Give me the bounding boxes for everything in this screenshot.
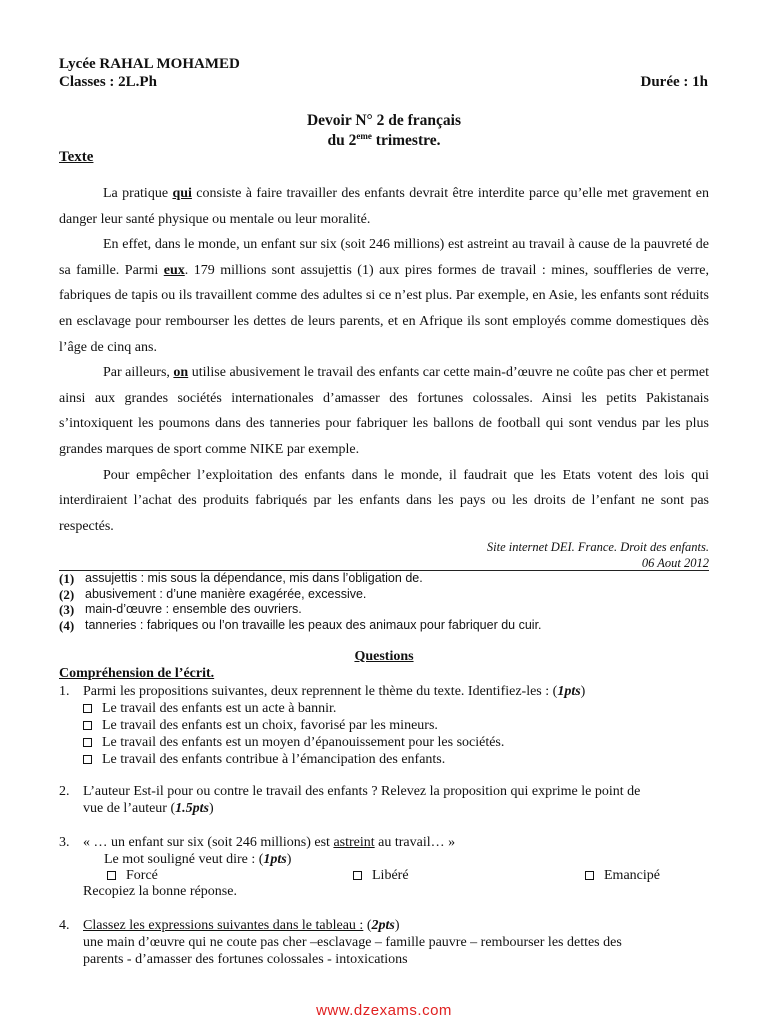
checkbox-option[interactable]: Le travail des enfants est un acte à bannir. <box>83 700 504 717</box>
duration-label: Durée : 1h <box>640 74 708 90</box>
source-citation: Site internet DEI. France. Droit des enfants. 06 Aout 2012 <box>486 540 709 570</box>
paragraph: En effet, dans le monde, un enfant sur six (soit 246 millions) est astreint au travail à cause de la pauvreté de sa famille. Parmi eux. 179 millions sont assujettis (1) aux pires formes de travail : mines, souffleries de verre, fabriques de tapis ou ils travaillent comme des adultes si ce n’est plus. Par exemple, en Asie, les enfants sont réduits en esclavage pour rembourser les dettes de leurs parents, et en Afrique ils sont employés comme domestiques dès l’âge de cinq ans. <box>59 237 709 355</box>
checkbox-option[interactable]: Le travail des enfants est un choix, favorisé par les mineurs. <box>83 717 504 734</box>
question-3-sub: Le mot souligné veut dire : (1pts) <box>104 852 292 867</box>
highlighted-word: on <box>173 365 189 381</box>
underlined-word: astreint <box>333 835 375 850</box>
checkbox-icon[interactable] <box>83 755 92 764</box>
checkbox-icon[interactable] <box>83 738 92 747</box>
footnote: (3) main-d’œuvre : ensemble des ouvriers. <box>59 602 302 617</box>
choice-option[interactable]: Forcé <box>107 867 158 884</box>
highlighted-word: qui <box>172 186 192 201</box>
footnote: (4) tanneries : fabriques ou l’on travaille les peaux des animaux pour fabriquer du cuir. <box>59 617 542 633</box>
checkbox-option[interactable]: Le travail des enfants est un moyen d’épanouissement pour les sociétés. <box>83 734 504 751</box>
comprehension-heading: Compréhension de l’écrit. <box>59 666 215 681</box>
paragraph: Pour empêcher l’exploitation des enfants dans le monde, il faudrait que les Etats votent des lois qui interdiraient l’achat des produits fabriqués par les enfants dans les pays ou les droits de l’enfant ne sont pas respectés. <box>59 467 709 534</box>
footnote: (1) assujettis : mis sous la dépendance, mis dans l’obligation de. <box>59 571 423 586</box>
highlighted-word: eux <box>163 262 185 278</box>
question-4: 4. Classez les expressions suivantes dans le tableau : (2pts) <box>59 918 400 933</box>
checkbox-option[interactable]: Le travail des enfants contribue à l’émancipation des enfants. <box>83 751 504 768</box>
paragraph: Par ailleurs, on utilise abusivement le travail des enfants car cette main-d’œuvre ne coûte pas cher et permet ainsi aux grandes sociétés internationales d’amasser des fortunes colossales. Ainsi les petits Pakistanais s’intoxiquent les poumons dans des tanneries pour fabriquer les ballons de football qui sont vendus par les plus grandes marques de sport comme NIKE par exemple. <box>59 365 709 457</box>
school-name: Lycée RAHAL MOHAMED <box>59 56 240 72</box>
checkbox-icon[interactable] <box>83 721 92 730</box>
question-4-line2: parents - d’amasser des fortunes colossales - intoxications <box>83 952 408 967</box>
checkbox-icon[interactable] <box>585 871 594 880</box>
checkbox-icon[interactable] <box>107 871 116 880</box>
footnotes <box>59 571 709 633</box>
choice-option[interactable]: Emancipé <box>585 867 660 884</box>
questions-heading: Questions <box>354 649 414 664</box>
paragraph: La pratique qui consiste à faire travailler des enfants devrait être interdite parce qu’elle met gravement en danger leur santé physique ou mentale ou leur moralité. <box>59 186 709 227</box>
checkbox-icon[interactable] <box>83 704 92 713</box>
q1-options <box>83 700 504 768</box>
choice-option[interactable]: Libéré <box>353 867 409 884</box>
question-4-line1: une main d’œuvre qui ne coute pas cher –esclavage – famille pauvre – rembourser les dettes des <box>83 935 622 950</box>
footnote: (2) abusivement : d’une manière exagérée, excessive. <box>59 586 367 602</box>
class-label: Classes : 2L.Ph <box>59 74 157 90</box>
question-2-cont: vue de l’auteur (1.5pts) <box>83 801 214 816</box>
passage <box>59 181 709 539</box>
exam-subtitle: du 2eme trimestre. <box>327 131 441 150</box>
question-3: 3. « … un enfant sur six (soit 246 millions) est astreint au travail… » <box>59 835 456 850</box>
checkbox-icon[interactable] <box>353 871 362 880</box>
question-3-instruction: Recopiez la bonne réponse. <box>83 884 237 899</box>
watermark-link[interactable]: www.dzexams.com <box>316 1002 452 1019</box>
question-1: 1. Parmi les propositions suivantes, deux reprennent le thème du texte. Identifiez-les : (1pts) <box>59 684 586 699</box>
exam-title: Devoir N° 2 de français <box>306 112 461 129</box>
text-heading: Texte <box>59 149 94 165</box>
question-2: 2. L’auteur Est-il pour ou contre le travail des enfants ? Relevez la proposition qui exprime le point de <box>59 784 641 799</box>
